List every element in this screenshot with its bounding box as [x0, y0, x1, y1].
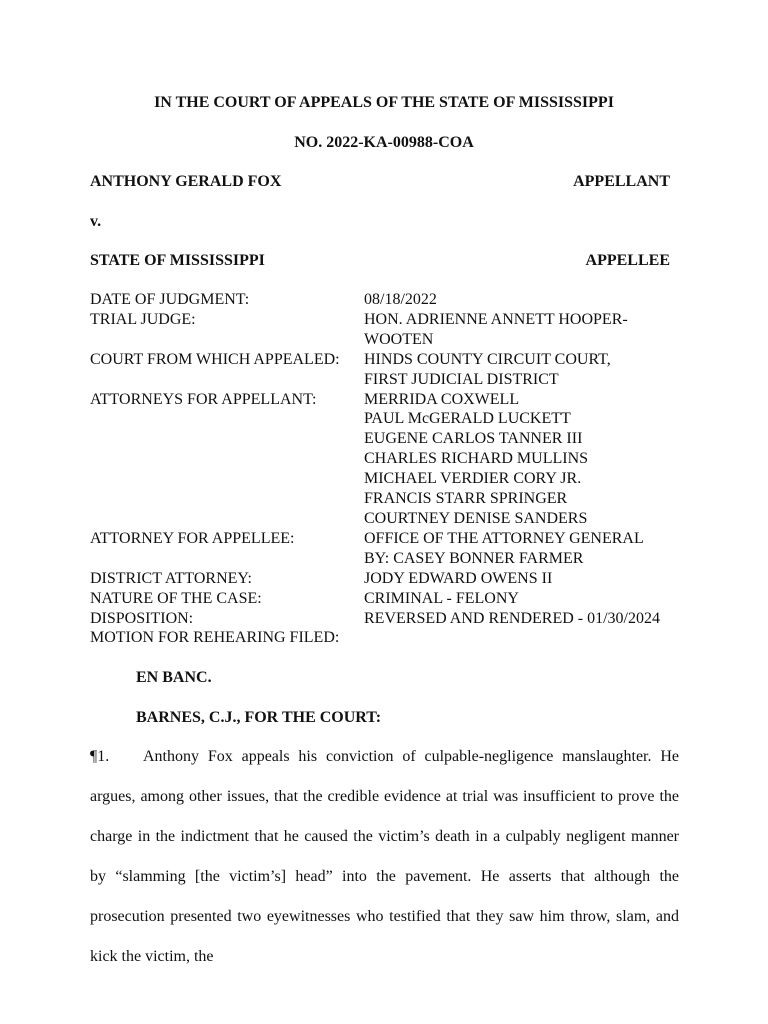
detail-row-court-appealed	[90, 350, 690, 390]
detail-values	[364, 589, 690, 609]
detail-values	[364, 290, 690, 310]
detail-row-attorney-appellee	[90, 529, 690, 569]
detail-label: COURT FROM WHICH APPEALED:	[90, 350, 340, 368]
detail-label: MOTION FOR REHEARING FILED:	[90, 629, 340, 647]
detail-label: ATTORNEY FOR APPELLEE:	[90, 529, 295, 547]
detail-values	[364, 628, 690, 648]
detail-row-district-attorney	[90, 569, 690, 589]
detail-value: BY: CASEY BONNER FARMER	[364, 549, 584, 567]
detail-values	[364, 390, 690, 529]
en-banc-heading: EN BANC.	[136, 669, 212, 686]
detail-values	[364, 569, 690, 589]
detail-label: TRIAL JUDGE:	[90, 310, 196, 328]
detail-value: 08/18/2022	[364, 291, 437, 308]
versus-text: v.	[90, 213, 102, 230]
detail-values	[364, 350, 690, 390]
detail-value: MERRIDA COXWELL	[364, 390, 520, 408]
detail-value: HINDS COUNTY CIRCUIT COURT,	[364, 350, 611, 368]
detail-value: WOOTEN	[364, 330, 434, 348]
detail-row-date-of-judgment	[90, 290, 690, 310]
detail-value: FIRST JUDICIAL DISTRICT	[364, 370, 559, 388]
detail-label: DISTRICT ATTORNEY:	[90, 569, 252, 587]
detail-label: ATTORNEYS FOR APPELLANT:	[90, 390, 317, 408]
detail-values	[364, 310, 690, 350]
detail-value: CHARLES RICHARD MULLINS	[364, 450, 589, 468]
appellant-role: APPELLANT	[573, 173, 670, 190]
detail-row-nature-of-case	[90, 589, 690, 609]
detail-value: HON. ADRIENNE ANNETT HOOPER-	[364, 310, 628, 328]
detail-value: EUGENE CARLOS TANNER III	[364, 430, 583, 448]
detail-row-motion-rehearing	[90, 628, 690, 648]
paragraph-mark: ¶1.	[90, 748, 110, 765]
detail-row-trial-judge	[90, 310, 690, 350]
court-title: IN THE COURT OF APPEALS OF THE STATE OF MISSISSIPPI	[154, 94, 614, 111]
detail-value: OFFICE OF THE ATTORNEY GENERAL	[364, 529, 644, 547]
paragraph-text: Anthony Fox appeals his conviction of culpable-negligence manslaughter. He argues, among other issues, that the credible evidence at trial was insufficient to prove the charge in the indictment that he caused the victim’s death in a culpably negligent manner by “slamming [the victim’s] head” into the pavement. He asserts that although the prosecution presented two eyewitnesses who testified that they saw him throw, slam, and kick the victim, the	[90, 748, 680, 965]
opinion-paragraph-1	[90, 737, 679, 977]
detail-label: DATE OF JUDGMENT:	[90, 291, 250, 308]
detail-value: PAUL McGERALD LUCKETT	[364, 410, 571, 428]
detail-value: JODY EDWARD OWENS II	[364, 569, 553, 587]
detail-values	[364, 529, 690, 569]
appellee-name: STATE OF MISSISSIPPI	[90, 252, 265, 269]
detail-value: FRANCIS STARR SPRINGER	[364, 490, 568, 508]
author-heading: BARNES, C.J., FOR THE COURT:	[136, 709, 382, 726]
detail-row-attorneys-appellant	[90, 390, 690, 529]
appellee-row	[90, 251, 670, 271]
detail-values	[364, 609, 690, 629]
detail-value: CRIMINAL - FELONY	[364, 589, 519, 607]
detail-label: DISPOSITION:	[90, 609, 194, 627]
case-number: NO. 2022-KA-00988-COA	[294, 134, 474, 151]
case-details-table	[90, 290, 690, 648]
appellant-row	[90, 172, 670, 192]
appellant-name: ANTHONY GERALD FOX	[90, 173, 282, 190]
detail-row-disposition	[90, 609, 690, 629]
appellee-role: APPELLEE	[585, 252, 670, 269]
detail-value: REVERSED AND RENDERED - 01/30/2024	[364, 609, 660, 627]
detail-value: MICHAEL VERDIER CORY JR.	[364, 470, 582, 488]
detail-value: COURTNEY DENISE SANDERS	[364, 509, 588, 527]
detail-label: NATURE OF THE CASE:	[90, 589, 262, 607]
